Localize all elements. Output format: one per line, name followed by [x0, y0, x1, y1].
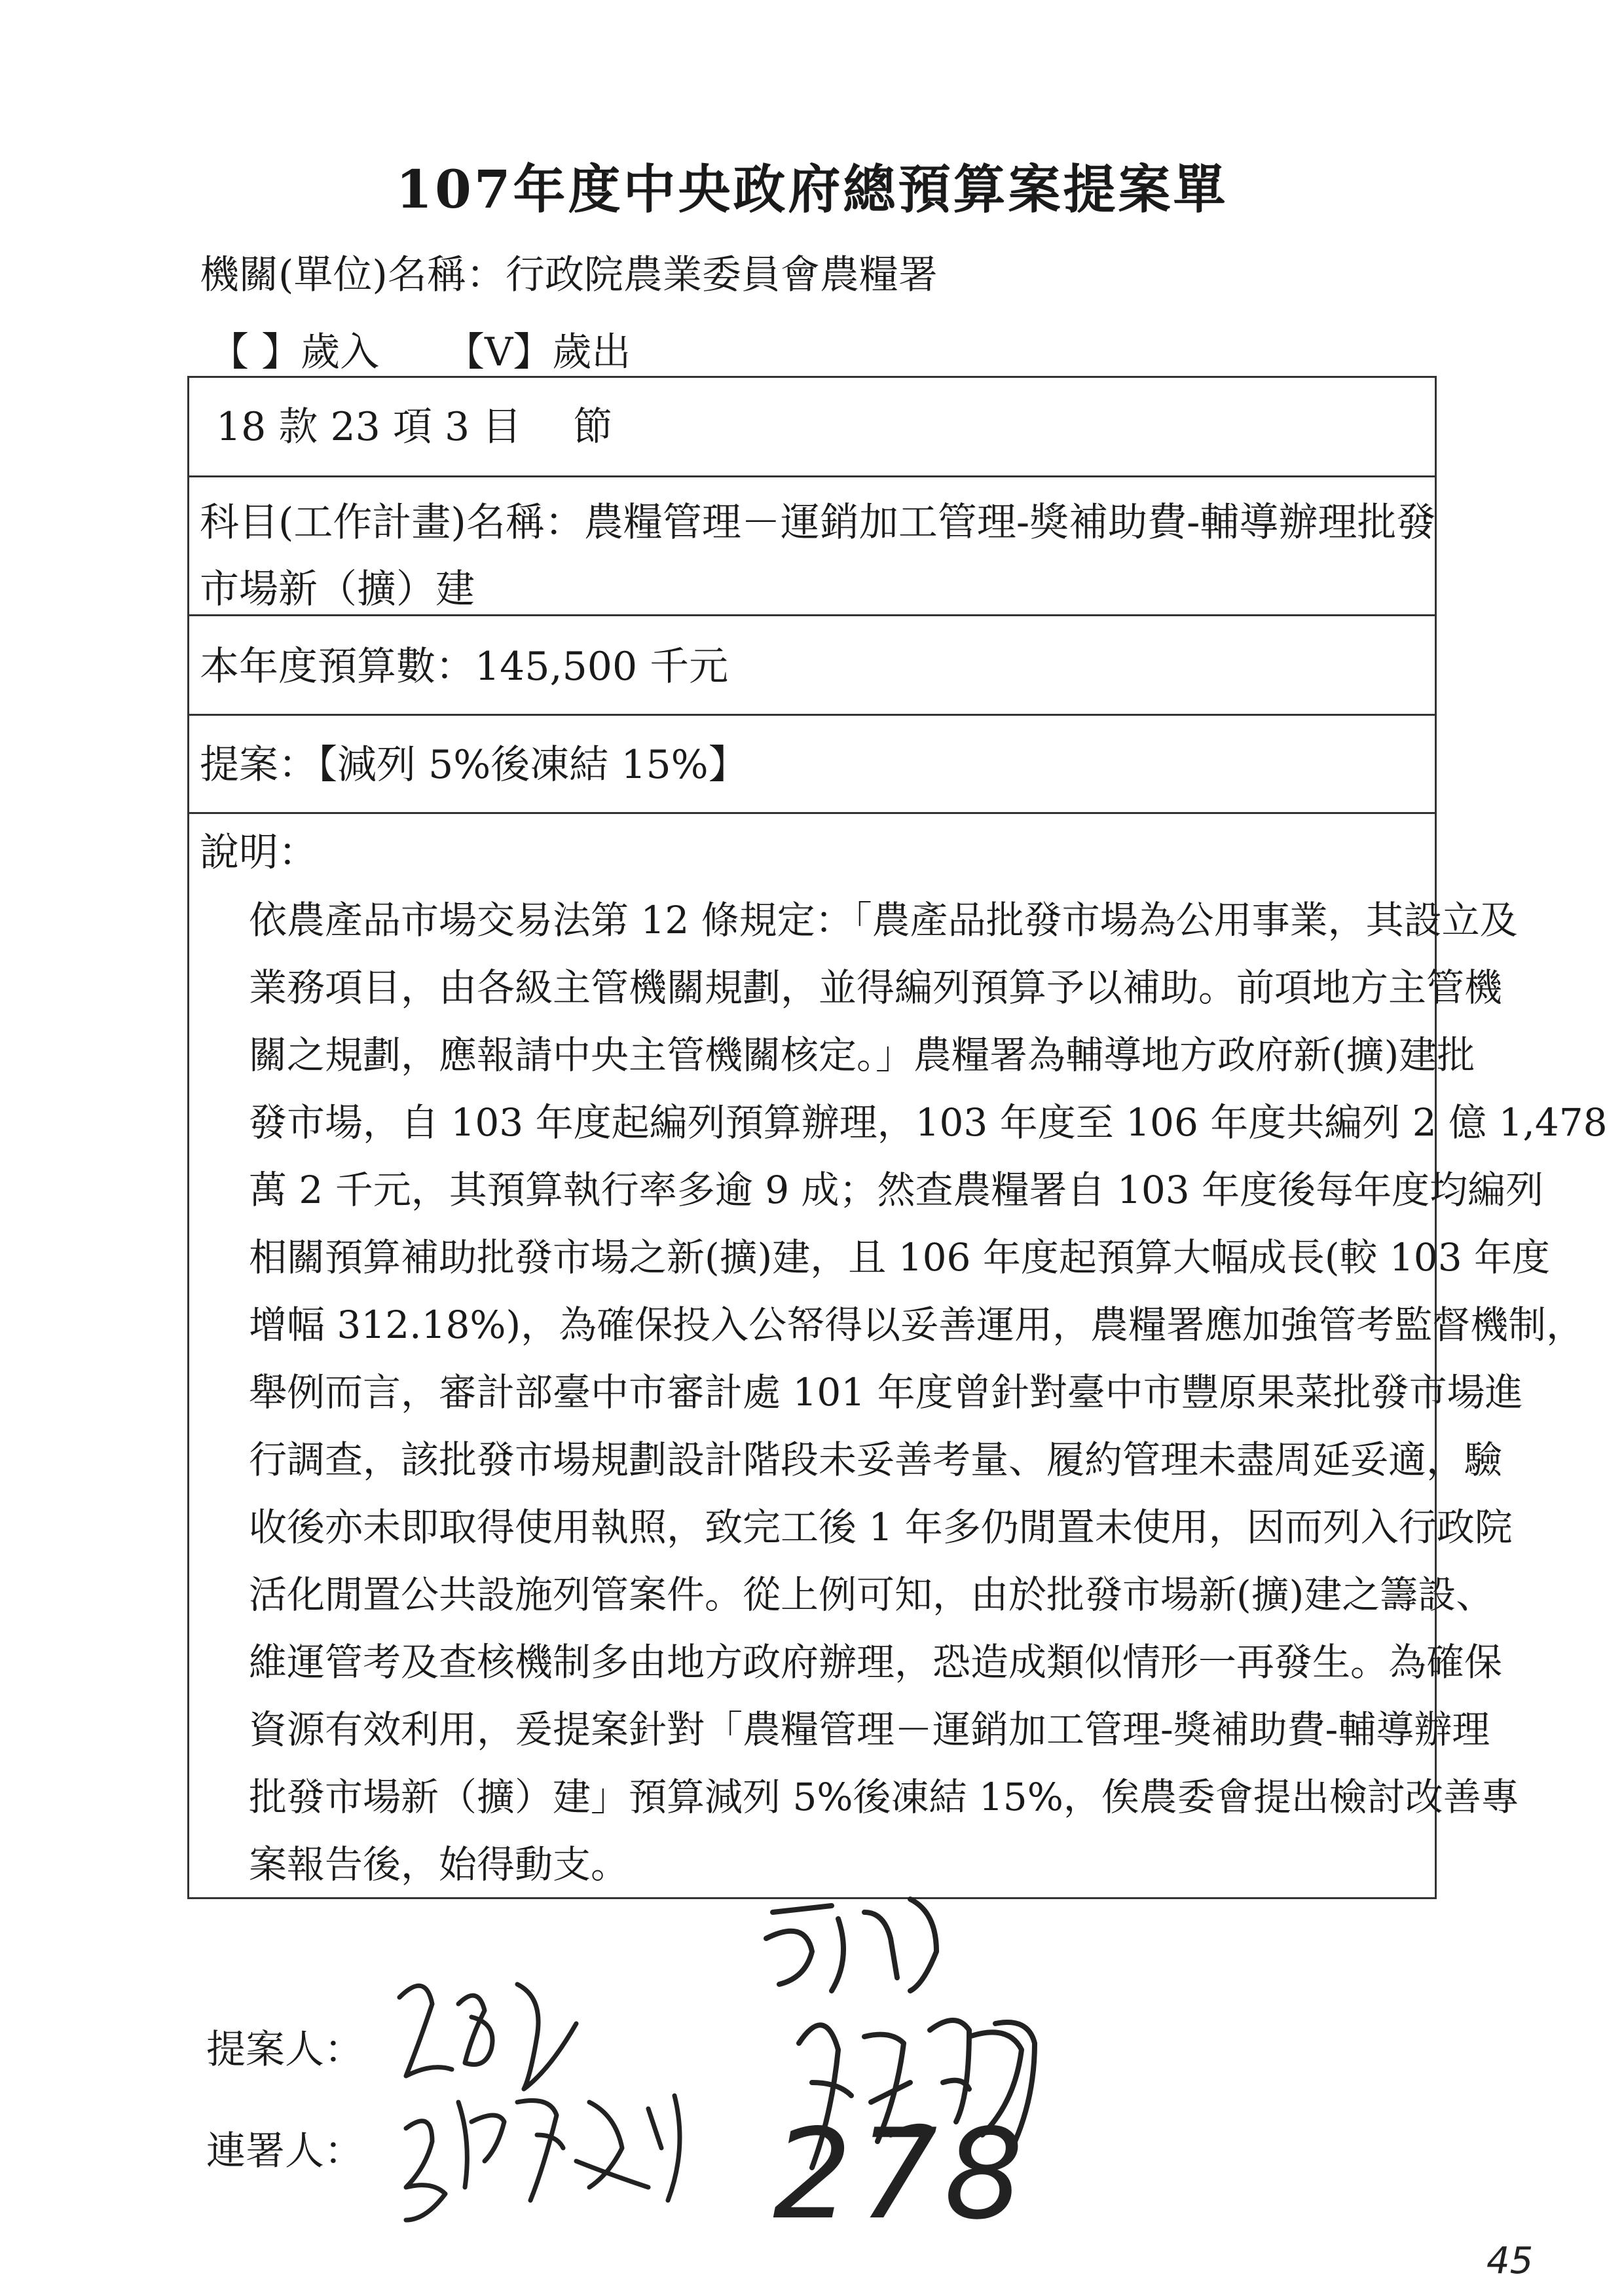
revenue-checkbox: 【 】歲入: [210, 329, 380, 375]
page-number: 45: [1486, 2240, 1534, 2282]
cosigner-label: 連署人：: [206, 2128, 363, 2174]
explanation-line: 資源有效利用，爰提案針對「農糧管理－運銷加工管理-獎補助費-輔導辦理: [249, 1707, 1490, 1752]
explanation-line: 批發市場新（擴）建」預算減列 5%後凍結 15%，俟農委會提出檢討改善專: [249, 1775, 1519, 1819]
explanation-line: 業務項目，由各級主管機關規劃，並得編列預算予以補助。前項地方主管機: [249, 965, 1503, 1010]
document-title: 107年度中央政府總預算案提案單: [396, 158, 1228, 220]
agency-name: 機關(單位)名稱：行政院農業委員會農糧署: [200, 252, 938, 298]
explanation-line: 行調查，該批發市場規劃設計階段未妥善考量、履約管理未盡周延妥適，驗: [249, 1437, 1503, 1482]
row-divider: [187, 714, 1437, 716]
expenditure-checkbox: 【V】歲出: [445, 329, 631, 375]
subject-name-line1: 科目(工作計畫)名稱：農糧管理－運銷加工管理-獎補助費-輔導辦理批發: [200, 500, 1436, 546]
cosigner-signature-1: [406, 2096, 680, 2220]
explanation-line: 關之規劃，應報請中央主管機關核定。」農糧署為輔導地方政府新(擴)建批: [249, 1033, 1475, 1077]
explanation-line: 維運管考及查核機制多由地方政府辦理，恐造成類似情形一再發生。為確保: [249, 1640, 1503, 1684]
explanation-line: 萬 2 千元，其預算執行率多逾 9 成；然查農糧署自 103 年度後每年度均編列: [249, 1168, 1544, 1212]
explanation-line: 案報告後，始得動支。: [249, 1842, 629, 1887]
subject-name-line2: 市場新（擴）建: [200, 566, 475, 612]
explanation-line: 發市場，自 103 年度起編列預算辦理，103 年度至 106 年度共編列 2 億 1,478: [249, 1100, 1608, 1145]
explanation-line: 增幅 312.18%)，為確保投入公帑得以妥善運用，農糧署應加強管考監督機制，: [249, 1303, 1585, 1347]
explanation-line: 收後亦未即取得使用執照，致完工後 1 年多仍閒置未使用，因而列入行政院: [249, 1505, 1513, 1549]
budget-code: 18 款 23 項 3 目 節: [216, 404, 613, 450]
handwritten-number: 278: [773, 2102, 1030, 2247]
proposer-signature: [399, 1984, 576, 2089]
proposal-text: 提案：【減列 5%後凍結 15%】: [200, 742, 748, 788]
explanation-line: 舉例而言，審計部臺中市審計處 101 年度曾針對臺中市豐原果菜批發市場進: [249, 1370, 1523, 1415]
budget-amount: 本年度預算數：145,500 千元: [200, 644, 729, 690]
row-divider: [187, 475, 1437, 477]
row-divider: [187, 812, 1437, 814]
explanation-label: 說明：: [200, 830, 318, 876]
proposer-label: 提案人：: [206, 2027, 363, 2073]
explanation-line: 依農產品市場交易法第 12 條規定：「農產品批發市場為公用事業，其設立及: [249, 898, 1518, 942]
explanation-line: 相關預算補助批發市場之新(擴)建，且 106 年度起預算大幅成長(較 103 年度: [249, 1235, 1551, 1280]
explanation-line: 活化閒置公共設施列管案件。從上例可知，由於批發市場新(擴)建之籌設、: [249, 1572, 1494, 1617]
